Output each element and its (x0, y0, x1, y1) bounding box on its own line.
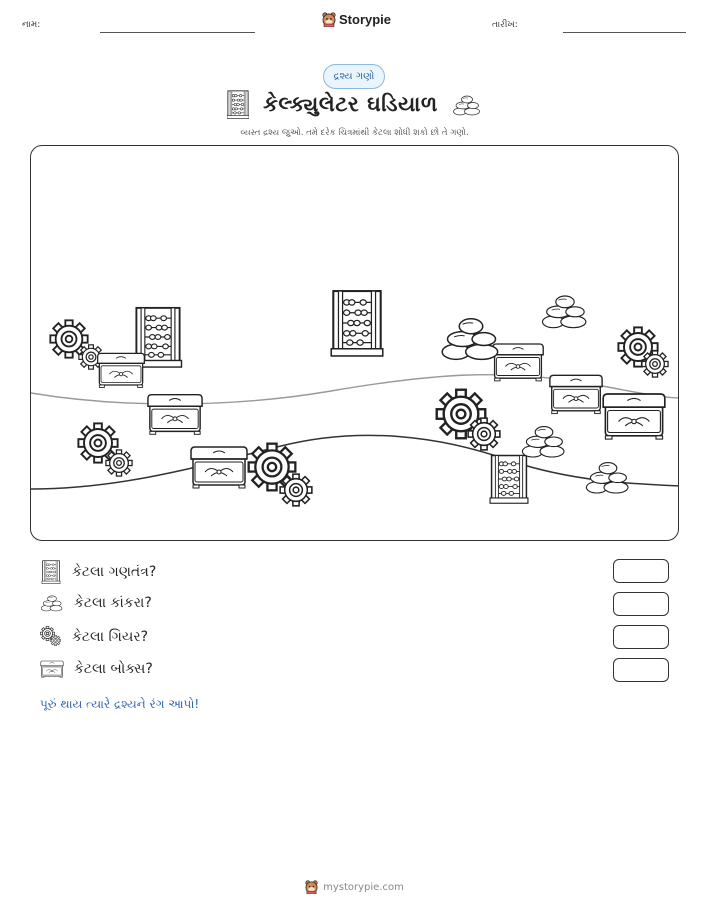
abacus-icon (227, 90, 249, 119)
box-icon (191, 447, 247, 488)
abacus-icon (490, 456, 528, 504)
question-row-pebbles (40, 593, 152, 613)
box-icon (98, 353, 145, 387)
scene-illustration (31, 146, 679, 541)
storypie-mascot-icon (322, 12, 336, 27)
gears-icon (40, 626, 62, 648)
date-label: તારીખ: (492, 20, 518, 30)
gear-icon (280, 474, 312, 506)
answer-box-gears[interactable] (613, 625, 669, 649)
gear-icon (468, 418, 500, 450)
answer-box-abacus[interactable] (613, 559, 669, 583)
pebbles-icon (586, 463, 628, 493)
instructions: વ્યસ્ત દ્રશ્ય જુઓ. તમે દરેક ચિત્રમાંથી કેટલા શોધી શકો છો તે ગણો. (240, 128, 469, 138)
question-row-boxes (40, 659, 153, 679)
pebbles-icon (543, 296, 586, 328)
gear-icon (106, 450, 132, 476)
brand-logo (322, 12, 391, 27)
pebbles-icon (452, 94, 482, 116)
box-icon (40, 659, 64, 679)
brand-name: Storypie (339, 12, 392, 27)
question-text: કેટલા કાંકરા? (74, 595, 152, 611)
storypie-mascot-icon (305, 880, 318, 894)
name-line[interactable] (100, 32, 255, 33)
coloring-instruction: પૂરું થાય ત્યારે દ્રશ્યને રંગ આપો! (40, 697, 200, 711)
question-text: કેટલા ગણતંત્ર? (72, 564, 157, 580)
answer-box-pebbles[interactable] (613, 592, 669, 616)
box-icon (550, 375, 602, 413)
gear-icon (642, 351, 668, 377)
question-row-abacus (40, 560, 156, 584)
pebbles-icon (442, 319, 497, 360)
box-icon (148, 395, 202, 435)
abacus-icon (331, 291, 383, 356)
abacus-icon (40, 560, 62, 584)
page-title: કેલ્ક્યુલેટર ઘડિયાળ (263, 92, 438, 116)
box-icon (493, 344, 543, 381)
footer (0, 880, 709, 894)
pebbles-icon (522, 427, 564, 457)
name-label: નામ: (22, 20, 41, 30)
box-icon (603, 394, 665, 439)
footer-url[interactable]: mystorypie.com (323, 881, 404, 893)
question-text: કેટલા બોક્સ? (74, 661, 153, 677)
answer-box-boxes[interactable] (613, 658, 669, 682)
question-row-gears (40, 626, 148, 648)
question-text: કેટલા ગિયર? (72, 629, 149, 645)
pebbles-icon (40, 593, 64, 613)
counting-scene (30, 145, 679, 541)
category-badge: દ્રશ્ય ગણો (323, 64, 385, 89)
date-line[interactable] (563, 32, 686, 33)
title-row (0, 90, 709, 119)
